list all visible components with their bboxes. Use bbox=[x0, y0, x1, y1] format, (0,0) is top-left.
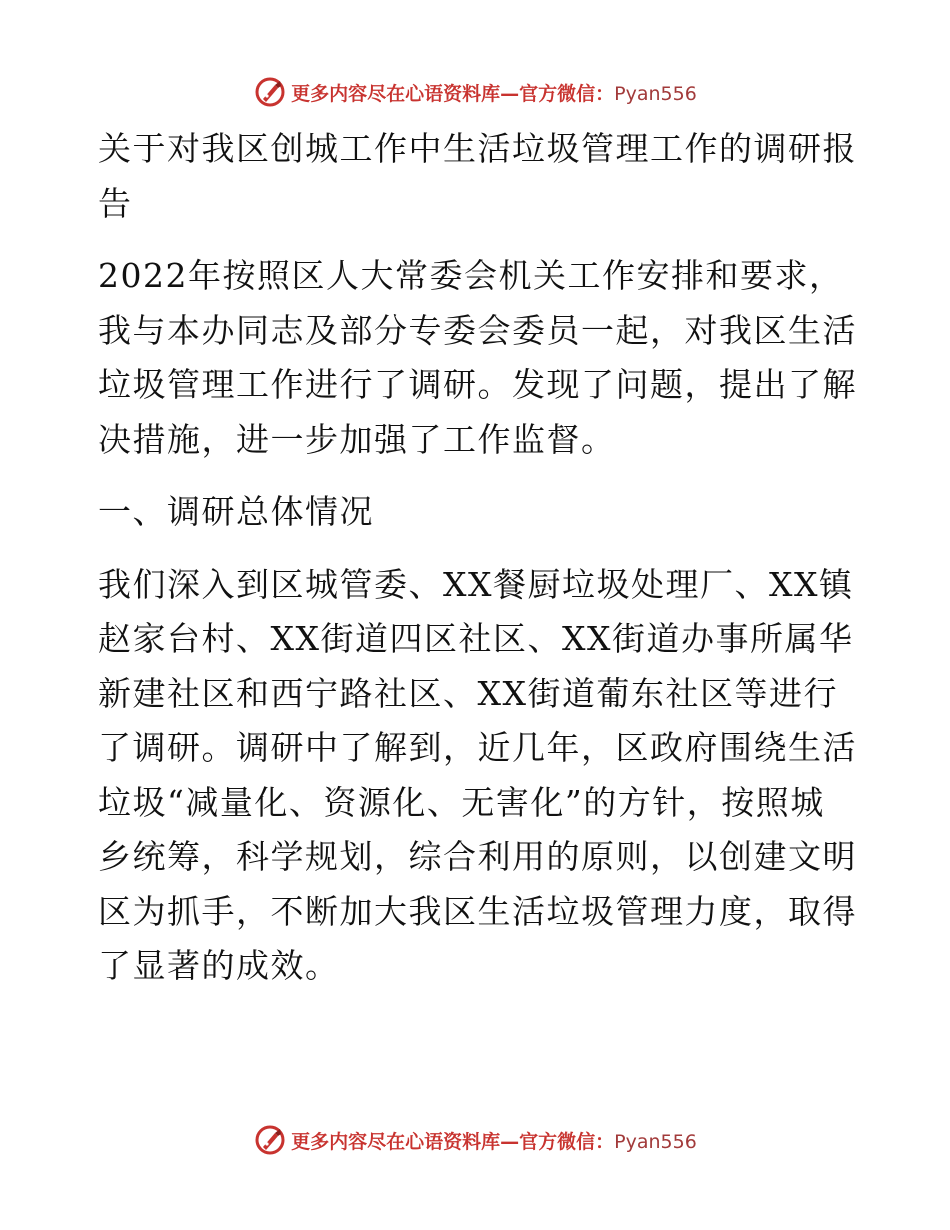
footer-watermark-banner bbox=[0, 1118, 950, 1162]
section-heading: 一、调研总体情况 bbox=[98, 492, 374, 531]
pen-nib-logo-icon bbox=[253, 75, 287, 109]
paragraph-section-one: 我们深入到区城管委、XX餐厨垃圾处理厂、XX镇赵家台村、XX街道四区社区、XX街道办事所属华新建社区和西宁路社区、XX街道葡东社区等进行了调研。调研中了解到，近几年，区政府围绕生活垃圾“减量化、资源化、无害化”的方针，按照城乡统筹，科学规划，综合利用的原则，以创建文明区为抓手，不断加大我区生活垃圾管理力度，取得了显著的成效。 bbox=[98, 564, 857, 985]
header-watermark-banner bbox=[0, 70, 950, 114]
paragraph-intro: 2022年按照区人大常委会机关工作安排和要求，我与本办同志及部分专委会委员一起，对我区生活垃圾管理工作进行了调研。发现了问题，提出了解决措施，进一步加强了工作监督。 bbox=[98, 256, 857, 459]
banner-text: 更多内容尽在心语资料库—官方微信：Pyan556 bbox=[291, 1130, 697, 1153]
banner-text: 更多内容尽在心语资料库—官方微信：Pyan556 bbox=[291, 82, 697, 105]
pen-nib-logo-icon bbox=[253, 1123, 287, 1157]
document-body bbox=[98, 122, 858, 994]
document-title: 关于对我区创城工作中生活垃圾管理工作的调研报告 bbox=[98, 129, 857, 223]
wechat-id: Pyan556 bbox=[614, 1130, 697, 1153]
wechat-id: Pyan556 bbox=[614, 82, 697, 105]
